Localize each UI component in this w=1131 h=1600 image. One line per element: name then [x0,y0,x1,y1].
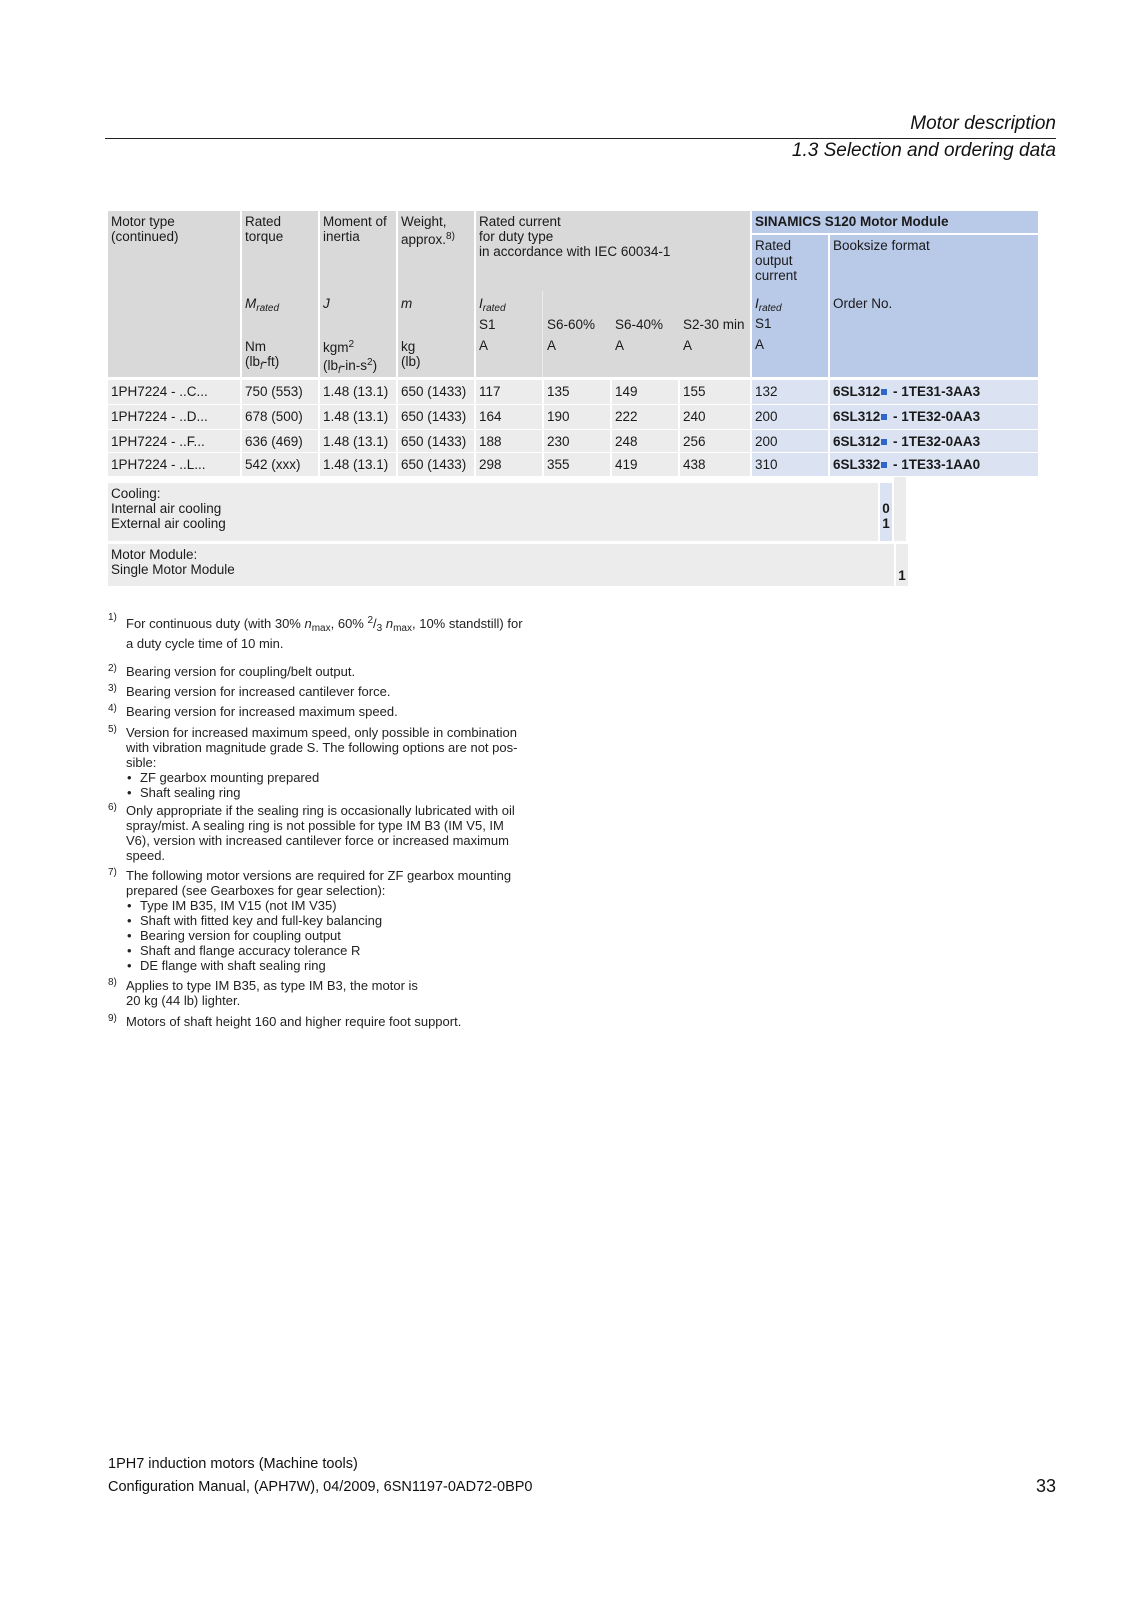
table-cell-out: 310 [752,453,828,476]
table-cell-s1: 117 [476,380,542,404]
footnote-6: 6) Only appropriate if the sealing ring is occasionally lubricated with oil spray/mist. A sealing ring is not possible for type IM B3 (IM V5, IM V6), version with increased cantilever force or increased maximum speed. [108,802,515,863]
placeholder-square-icon [881,439,887,445]
table-cell-torque: 750 (553) [242,380,318,404]
footer-manual: Configuration Manual, (APH7W), 04/2009, 6SN1197-0AD72-0BP0 [108,1479,533,1495]
head-duty-s230: S2-30 min A [683,317,745,353]
list-item: • DE flange with shaft sealing ring [140,958,578,973]
head-duty-s640: S6-40% A [615,317,664,353]
list-item: • Type IM B35, IM V15 (not IM V35) [140,898,578,913]
order-number: 6SL312 - 1TE32-0AA3 [830,430,1038,452]
list-item: • Bearing version for coupling output [140,928,578,943]
table-cell-torque: 636 (469) [242,430,318,452]
footnote-3: 3) Bearing version for increased cantilever force. [108,683,391,699]
subsection-title: 1.3 Selection and ordering data [791,140,1056,161]
cooling-block: Cooling: Internal air cooling External air cooling [108,483,878,541]
head-duty-s1: S1 A [479,317,496,353]
list-item: • Shaft with fitted key and full-key balancing [140,913,578,928]
footer-title: 1PH7 induction motors (Machine tools) [108,1456,358,1472]
order-number: 6SL332 - 1TE33-1AA0 [830,453,1038,476]
table-cell-s660: 135 [544,380,610,404]
table-cell-torque: 542 (xxx) [242,453,318,476]
table-cell-type: 1PH7224 - ..D... [108,405,240,429]
table-cell-weight: 650 (1433) [398,430,474,452]
table-cell-inertia: 1.48 (13.1) [320,405,396,429]
table-cell-s660: 230 [544,430,610,452]
list-item: • Shaft and flange accuracy tolerance R [140,943,578,958]
section-title: Motor description [910,113,1056,134]
table-cell-s1: 188 [476,430,542,452]
table-cell-weight: 650 (1433) [398,405,474,429]
table-cell-s230: 155 [680,380,750,404]
table-cell-s230: 438 [680,453,750,476]
table-cell-out: 132 [752,380,828,404]
table-cell-type: 1PH7224 - ..C... [108,380,240,404]
table-cell-s1: 298 [476,453,542,476]
table-cell-inertia: 1.48 (13.1) [320,380,396,404]
table-cell-s660: 355 [544,453,610,476]
table-cell-out: 200 [752,405,828,429]
head-duty-s660: S6-60% A [547,317,596,353]
header-rule [105,138,1056,139]
table-cell-weight: 650 (1433) [398,380,474,404]
head-rated-torque: Rated torque $M_{rated}$ Nm $(lb_f-ft)$ [242,211,318,377]
order-number: 6SL312 - 1TE31-3AA3 [830,380,1038,404]
head-rated-output: Rated output current $I_{rated}$ S1 A [752,235,828,377]
footnote-1: 1) For continuous duty (with 30% $n_{max}$, 60% $^2/_3$ $n_{max}$, 10% standstill) for a duty cycle time of 10 min. [108,612,523,651]
table-cell-s1: 164 [476,405,542,429]
placeholder-square-icon [881,414,887,420]
table-cell-inertia: 1.48 (13.1) [320,430,396,452]
table-cell-out: 200 [752,430,828,452]
table-cell-inertia: 1.48 (13.1) [320,453,396,476]
module-block: Motor Module: Single Motor Module [108,544,894,586]
head-rated-current: Rated current for duty type in accordance with IEC 60034-1 $I_{rated}$ [476,211,750,377]
module-code: 1 [896,544,908,586]
head-booksize: Booksize format Order No. [830,235,1038,377]
table-cell-type: 1PH7224 - ..F... [108,430,240,452]
footnote-8: 8) Applies to type IM B35, as type IM B3, the motor is 20 kg (44 lb) lighter. [108,977,418,1008]
placeholder-square-icon [881,462,887,468]
footnote-4: 4) Bearing version for increased maximum speed. [108,703,398,719]
table-cell-s230: 240 [680,405,750,429]
table-cell-s230: 256 [680,430,750,452]
footnote-5: 5) Version for increased maximum speed, only possible in combination with vibration magnitude grade S. The following options are not pos- sible: • ZF gearbox mounting prepared • Shaft sealing ring [108,725,578,800]
table-cell-type: 1PH7224 - ..L... [108,453,240,476]
footnote-9: 9) Motors of shaft height 160 and higher require foot support. [108,1013,462,1029]
footnote-2: 2) Bearing version for coupling/belt output. [108,663,356,679]
table-cell-s640: 419 [612,453,678,476]
table-cell-s660: 190 [544,405,610,429]
head-motor-type: Motor type (continued) [108,211,240,377]
footnote-7: 7) The following motor versions are required for ZF gearbox mounting prepared (see Gearboxes for gear selection): • Type IM B35, IM V15 (not IM V35) • Shaft with fitted key and full-key balancing • Bearing version for coupling output • Shaft and flange accuracy tolerance R • DE flange with shaft sealing ring [108,868,578,973]
table-cell-torque: 678 (500) [242,405,318,429]
table-cell-s640: 149 [612,380,678,404]
cooling-code: 0 1 [880,483,892,541]
order-number: 6SL312 - 1TE32-0AA3 [830,405,1038,429]
placeholder-square-icon [881,389,887,395]
head-weight: Weight, approx.$^{8)}$ m kg (lb) [398,211,474,377]
table-cell-s640: 222 [612,405,678,429]
table-cell-weight: 650 (1433) [398,453,474,476]
list-item: • ZF gearbox mounting prepared [140,770,578,785]
head-sinamics: SINAMICS S120 Motor Module [752,211,1038,233]
table-cell-s640: 248 [612,430,678,452]
head-moment-inertia: Moment of inertia J kgm$^2$ $(lb_f-in-s^2)$ [320,211,396,377]
list-item: • Shaft sealing ring [140,785,578,800]
page-number: 33 [1035,1476,1056,1496]
